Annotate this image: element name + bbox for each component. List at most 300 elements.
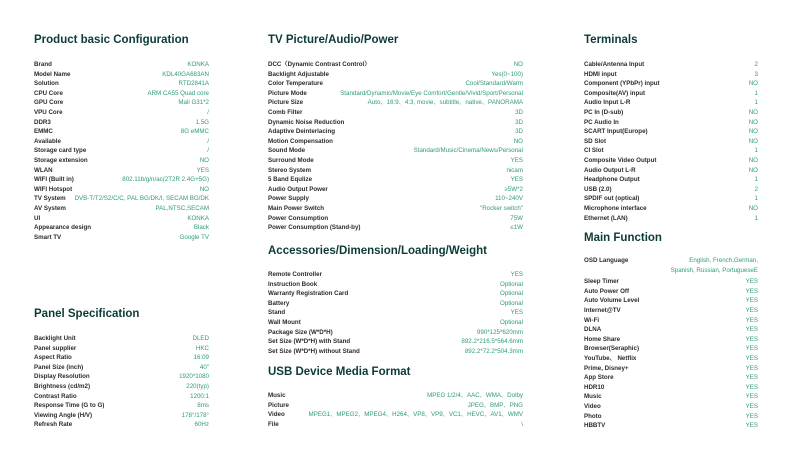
tv-picture-audio-power-section (268, 34, 523, 232)
spec-label: HDR10 (584, 383, 605, 391)
spec-label: Storage card type (34, 147, 87, 155)
section-title: TV Picture/Audio/Power (268, 34, 399, 46)
spec-label: PC In (D-sub) (584, 108, 624, 116)
spec-label: Solution (34, 80, 59, 88)
spec-label: OSD Language (584, 257, 629, 264)
spec-value: YES (745, 354, 758, 362)
spec-value: 1 (754, 176, 758, 184)
spec-value: KONKA (187, 214, 209, 222)
spec-label: Model Name (34, 70, 71, 78)
spec-value: DLED (192, 335, 209, 342)
spec-label: Wi-Fi (584, 316, 600, 324)
spec-row (34, 60, 209, 70)
spec-row-osd-language (584, 256, 758, 275)
spec-label: Dynamic Noise Reduction (268, 118, 345, 126)
spec-label: Browser(Seraphic) (584, 345, 640, 353)
spec-label: Component (YPbPr) input (584, 80, 660, 88)
spec-label: Picture (268, 401, 289, 409)
spec-value: YES (510, 271, 523, 278)
spec-label: Brand (34, 61, 52, 68)
spec-value: 2 (754, 61, 758, 68)
spec-value: 3D (515, 118, 523, 126)
spec-value: 802.11b/g/n/ac(2T2R 2.4G+5G) (122, 176, 209, 184)
spec-label: Wall Mount (268, 318, 301, 326)
spec-row (268, 156, 523, 166)
spec-label: CPU Core (34, 89, 63, 97)
spec-label: WIFI (Built in) (34, 176, 74, 184)
spec-label: Response Time (G to G) (34, 402, 105, 410)
spec-label: Music (584, 393, 602, 401)
spec-row (584, 383, 758, 393)
spec-row (584, 146, 758, 156)
spec-value: NO (199, 156, 209, 164)
spec-value: English, French,German, Spanish, Russian, PortugueseE (670, 257, 758, 274)
spec-label: SPDIF out (optical) (584, 195, 640, 203)
spec-value: 990*125*620mm (476, 328, 523, 336)
spec-label: GPU Core (34, 99, 64, 107)
spec-row (34, 392, 209, 402)
spec-value: 8G eMMC (180, 128, 209, 136)
spec-label: Refresh Rate (34, 421, 73, 429)
spec-label: Smart TV (34, 233, 62, 241)
spec-value: 1 (754, 147, 758, 155)
spec-value: NO (748, 204, 758, 212)
spec-row (34, 118, 209, 128)
spec-row (584, 108, 758, 118)
spec-value: Optional (499, 318, 523, 326)
spec-label: Video (584, 402, 601, 410)
spec-label: Home Share (584, 335, 621, 343)
spec-value: 3D (515, 108, 523, 116)
spec-row (268, 98, 523, 108)
spec-row (268, 70, 523, 80)
spec-row (34, 214, 209, 224)
spec-row (584, 364, 758, 374)
spec-row (584, 156, 758, 166)
spec-row (34, 146, 209, 156)
spec-label: Auto Power Off (584, 287, 630, 295)
spec-label: Sleep Timer (584, 278, 619, 286)
spec-row (584, 277, 758, 287)
spec-value: 1 (754, 214, 758, 222)
spec-value: 1200:1 (190, 392, 209, 400)
spec-row (34, 204, 209, 214)
spec-row (34, 372, 209, 382)
spec-row (34, 166, 209, 176)
spec-row (584, 214, 758, 224)
spec-row (268, 223, 523, 233)
spec-value: 8ms (197, 402, 209, 410)
spec-value: YES (745, 374, 758, 382)
spec-row (584, 137, 758, 147)
spec-row (268, 60, 523, 70)
spec-row (584, 287, 758, 297)
spec-value: Optional (499, 290, 523, 298)
spec-value: ≥5W*2 (504, 185, 523, 193)
spec-value: / (207, 137, 209, 145)
spec-label: TV System (34, 195, 66, 203)
spec-value: NO (748, 137, 758, 145)
spec-value: 892.2*216.5*564.6mm (461, 338, 523, 346)
spec-row (584, 354, 758, 364)
spec-label: Stand (268, 309, 286, 317)
spec-label: Surround Mode (268, 156, 314, 164)
spec-label: Set Size (W*D*H) with Stand (268, 338, 351, 346)
spec-value: RTD2841A (178, 80, 209, 88)
spec-row (584, 70, 758, 80)
spec-row (584, 127, 758, 137)
spec-value: NO (513, 61, 523, 68)
spec-row (268, 175, 523, 185)
spec-row (34, 353, 209, 363)
spec-value: YES (745, 297, 758, 305)
spec-label: Power Consumption (Stand-by) (268, 224, 361, 232)
spec-value: HKC (195, 344, 209, 352)
spec-row (584, 60, 758, 70)
spec-value: \ (521, 420, 523, 428)
spec-value: YES (745, 364, 758, 372)
spec-value: Mali G31*2 (178, 99, 209, 107)
spec-row (584, 98, 758, 108)
spec-value: Auto、16:9、4:3, movie、subtitle、native、PANORAMA (367, 99, 523, 107)
product-config-section (34, 34, 209, 241)
spec-label: Prime, Disney+ (584, 364, 629, 372)
spec-row (34, 363, 209, 373)
spec-row (584, 335, 758, 345)
spec-row (584, 421, 758, 431)
spec-row (268, 410, 523, 420)
spec-row (268, 89, 523, 99)
spec-row (268, 166, 523, 176)
spec-list (584, 256, 758, 431)
spec-row (584, 392, 758, 402)
spec-value: JPEG、BMP、PNG (467, 401, 523, 409)
spec-value: 1 (754, 99, 758, 107)
spec-row (34, 334, 209, 344)
spec-value: KDL40GA683AN (162, 70, 209, 78)
spec-value: Optional (499, 299, 523, 307)
spec-label: Comb Filter (268, 108, 303, 116)
spec-value: Standard/Music/Cinema/News/Personal (413, 147, 523, 155)
spec-row (34, 223, 209, 233)
spec-row (584, 402, 758, 412)
spec-row (268, 289, 523, 299)
spec-row (268, 318, 523, 328)
spec-row (268, 280, 523, 290)
spec-row (34, 382, 209, 392)
spec-label: USB (2.0) (584, 185, 612, 193)
spec-row (584, 306, 758, 316)
spec-value: Optional (499, 280, 523, 288)
spec-row (268, 108, 523, 118)
spec-value: YES (745, 412, 758, 420)
terminals-section (584, 34, 758, 222)
spec-row (584, 325, 758, 335)
spec-label: Brightness (cd/m2) (34, 382, 91, 390)
spec-row (268, 204, 523, 214)
spec-label: Warranty Registration Card (268, 290, 349, 298)
spec-row (34, 98, 209, 108)
spec-value: YES (745, 422, 758, 430)
spec-list (268, 270, 523, 356)
spec-value: NO (748, 108, 758, 116)
spec-label: Set Size (W*D*H) without Stand (268, 347, 360, 355)
spec-value: MPEG1、MPEG2、MPEG4、H264、VP8、VP9、VC1、HEVC、AV1、WMV (308, 411, 523, 419)
spec-row (584, 175, 758, 185)
spec-value: 1920*1080 (179, 373, 209, 381)
spec-value: NO (199, 185, 209, 193)
spec-row (584, 373, 758, 383)
section-title: USB Device Media Format (268, 366, 411, 378)
spec-label: Headphone Output (584, 176, 640, 184)
spec-label: WLAN (34, 166, 53, 174)
spec-label: DCC（Dynamic Contrast Control） (268, 61, 371, 68)
spec-label: Package Size (W*D*H) (268, 328, 333, 336)
spec-label: Backlight Adjustable (268, 70, 329, 78)
spec-label: Picture Mode (268, 89, 307, 97)
spec-label: DDR3 (34, 118, 51, 126)
spec-row (34, 420, 209, 430)
spec-value: YES (745, 402, 758, 410)
spec-label: Stereo System (268, 166, 311, 174)
spec-list (268, 60, 523, 233)
spec-row (268, 137, 523, 147)
spec-label: App Store (584, 374, 614, 382)
spec-row (268, 194, 523, 204)
spec-row (268, 185, 523, 195)
spec-label: Video (268, 411, 285, 419)
spec-value: 220(typ) (186, 382, 209, 390)
section-title: Accessories/Dimension/Loading/Weight (268, 245, 487, 257)
spec-value: Black (193, 224, 209, 232)
spec-label: Color Temperature (268, 80, 323, 88)
spec-value: "Rocker switch" (480, 204, 523, 212)
spec-row (34, 89, 209, 99)
spec-row (584, 89, 758, 99)
spec-row (34, 127, 209, 137)
spec-row (268, 337, 523, 347)
spec-row (584, 79, 758, 89)
spec-row (34, 79, 209, 89)
spec-value: YES (745, 393, 758, 401)
spec-row (34, 108, 209, 118)
spec-label: Appearance design (34, 224, 92, 232)
spec-value: 892.2*72.2*504.3mm (464, 347, 523, 355)
spec-label: Picture Size (268, 99, 304, 107)
spec-label: Cable/Antenna Input (584, 61, 645, 68)
spec-row (34, 137, 209, 147)
spec-row (268, 401, 523, 411)
spec-row (34, 401, 209, 411)
spec-value: Google TV (179, 233, 209, 241)
spec-label: UI (34, 214, 41, 222)
spec-row (268, 127, 523, 137)
spec-value: 1 (754, 195, 758, 203)
spec-value: MPEG 1/2/4、AAC、WMA、Dolby (427, 392, 523, 399)
spec-list (34, 60, 209, 242)
section-title: Terminals (584, 34, 638, 46)
spec-label: VPU Core (34, 108, 63, 116)
spec-value: NO (748, 80, 758, 88)
spec-row (584, 296, 758, 306)
spec-label: Remote Controller (268, 271, 322, 278)
spec-row (584, 316, 758, 326)
spec-row (268, 146, 523, 156)
spec-label: Viewing Angle (H/V) (34, 411, 93, 419)
spec-row (268, 118, 523, 128)
spec-label: Battery (268, 299, 290, 307)
spec-label: HBBTV (584, 422, 606, 430)
spec-label: Storage extension (34, 156, 88, 164)
spec-label: HDMI input (584, 70, 617, 78)
spec-row (34, 70, 209, 80)
spec-row (268, 214, 523, 224)
spec-value: 16:09 (193, 354, 209, 362)
spec-value: KONKA (187, 61, 209, 68)
spec-row (584, 344, 758, 354)
spec-value: 2 (754, 185, 758, 193)
spec-label: Power Consumption (268, 214, 329, 222)
spec-label: Panel Size (inch) (34, 363, 84, 371)
spec-row (268, 391, 523, 401)
spec-value: YES (745, 335, 758, 343)
spec-value: NO (513, 137, 523, 145)
spec-label: Motion Compensation (268, 137, 333, 145)
spec-label: Ethernet (LAN) (584, 214, 628, 222)
spec-label: Composite Video Output (584, 156, 657, 164)
spec-value: YES (196, 166, 209, 174)
spec-value: 1.5G (195, 118, 209, 126)
spec-label: Instruction Book (268, 280, 318, 288)
spec-value: ≤1W (510, 224, 523, 232)
spec-row (34, 233, 209, 243)
spec-label: Panel supplier (34, 344, 77, 352)
spec-row (584, 194, 758, 204)
spec-row (34, 185, 209, 195)
spec-value: 40" (199, 363, 209, 371)
spec-value: 1 (754, 89, 758, 97)
spec-value: NO (748, 128, 758, 136)
spec-label: Auto Volume Level (584, 297, 640, 305)
accessories-section (268, 245, 523, 355)
spec-value: / (207, 108, 209, 116)
spec-label: Available (34, 137, 61, 145)
spec-label: Adaptive Deinterlacing (268, 128, 336, 136)
spec-row (34, 344, 209, 354)
spec-label: Display Resolution (34, 373, 90, 381)
spec-row (34, 194, 209, 204)
spec-row (268, 270, 523, 280)
spec-label: Composite(AV) input (584, 89, 646, 97)
spec-label: AV System (34, 204, 66, 212)
spec-label: YouTube、 Netflix (584, 354, 637, 362)
section-title: Panel Specification (34, 308, 140, 320)
spec-label: SD Slot (584, 137, 607, 145)
spec-value: / (207, 147, 209, 155)
spec-label: EMMC (34, 128, 53, 136)
spec-row (34, 411, 209, 421)
section-title: Product basic Configuration (34, 34, 189, 46)
spec-value: NO (748, 156, 758, 164)
spec-value: DVB-T/T2/S2/C/C, PAL BG/DK/I, SECAM BG/DK (74, 195, 209, 203)
spec-label: SCART Input(Europe) (584, 128, 648, 136)
spec-row (584, 412, 758, 422)
spec-value: YES (510, 309, 523, 317)
spec-label: Power Supply (268, 195, 309, 203)
spec-label: Photo (584, 412, 602, 420)
spec-list (584, 60, 758, 223)
spec-value: 60Hz (194, 421, 209, 429)
spec-value: YES (745, 306, 758, 314)
spec-value: ARM CA55 Quad core (147, 89, 209, 97)
spec-value: Cool/Standard/Warm (465, 80, 523, 88)
spec-row (268, 299, 523, 309)
spec-label: File (268, 420, 279, 428)
usb-media-section (268, 366, 523, 428)
spec-row (584, 166, 758, 176)
spec-label: Audio Output Power (268, 185, 328, 193)
spec-value: YES (510, 156, 523, 164)
spec-label: CI Slot (584, 147, 604, 155)
spec-value: YES (745, 287, 758, 295)
spec-row (584, 204, 758, 214)
main-function-rows (584, 277, 758, 431)
spec-row (268, 420, 523, 430)
spec-value: Standard/Dynamic/Movie/Eye Comfort/Gentle/Vivid/Sport/Personal (340, 89, 523, 97)
spec-value: YES (745, 345, 758, 353)
spec-value: YES (510, 176, 523, 184)
spec-row (268, 79, 523, 89)
spec-value: YES (745, 383, 758, 391)
spec-row (584, 118, 758, 128)
spec-list (34, 334, 209, 430)
spec-label: WIFI Hotspot (34, 185, 73, 193)
spec-row (584, 185, 758, 195)
spec-label: Main Power Switch (268, 204, 325, 212)
spec-value: 3D (515, 128, 523, 136)
spec-label: Sound Mode (268, 147, 306, 155)
spec-value: 178°/178° (181, 411, 209, 419)
spec-list (268, 391, 523, 429)
spec-value: NO (748, 166, 758, 174)
spec-label: Contrast Ratio (34, 392, 77, 400)
spec-label: Music (268, 392, 286, 399)
spec-row (34, 156, 209, 166)
spec-row (268, 308, 523, 318)
spec-label: DLNA (584, 326, 602, 334)
spec-label: Backlight Unit (34, 335, 76, 342)
spec-value: PAL,NTSC,SECAM (155, 204, 209, 212)
spec-label: PC Audio In (584, 118, 619, 126)
spec-label: Audio Input L-R (584, 99, 631, 107)
spec-value: 110~240V (495, 195, 523, 203)
spec-label: Aspect Ratio (34, 354, 72, 362)
main-function-section (584, 232, 758, 430)
spec-label: Audio Output L-R (584, 166, 636, 174)
spec-value: NO (748, 118, 758, 126)
spec-value: YES (745, 316, 758, 324)
spec-label: 5 Band Equlize (268, 176, 313, 184)
spec-label: Microphone interface (584, 204, 647, 212)
section-title: Main Function (584, 232, 662, 244)
spec-value: YES (745, 326, 758, 334)
spec-row (268, 347, 523, 357)
spec-row (268, 328, 523, 338)
spec-value: nicam (506, 166, 523, 174)
spec-value: 3 (754, 70, 758, 78)
spec-label: Internet@TV (584, 306, 621, 314)
spec-value: YES (745, 278, 758, 286)
